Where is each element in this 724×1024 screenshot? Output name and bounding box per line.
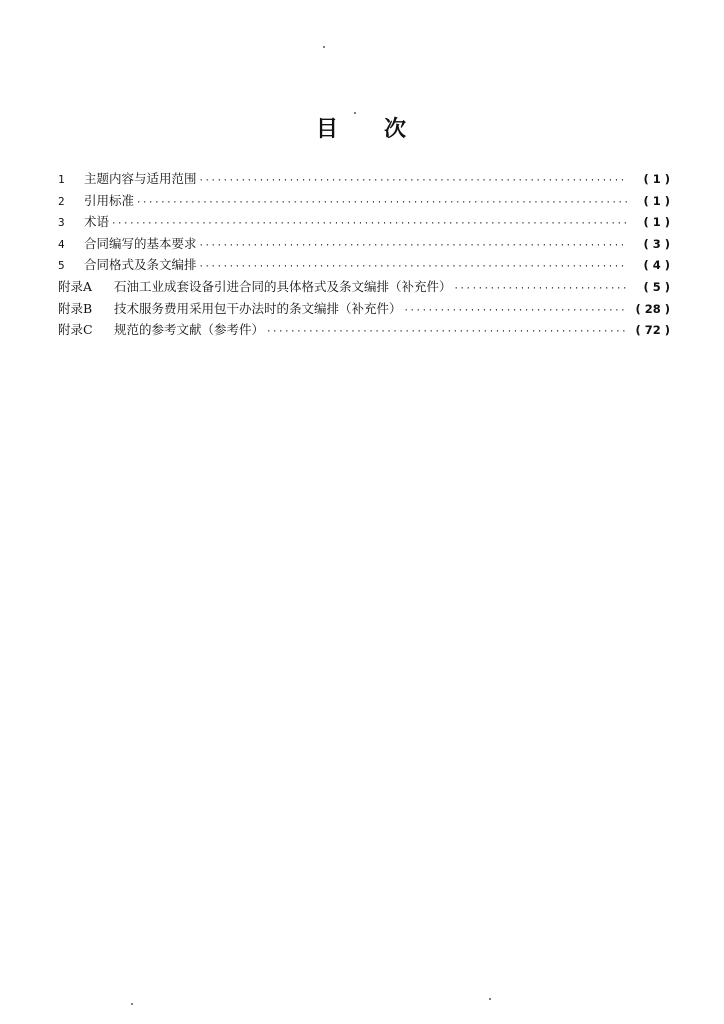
toc-page: ( 3 ): [643, 236, 670, 251]
toc-entry-appendix-c[interactable]: [58, 319, 670, 341]
toc-page: ( 5 ): [643, 279, 670, 294]
toc-number: 3: [58, 216, 65, 230]
page-title: [0, 112, 724, 143]
toc-title: 术语: [84, 214, 110, 230]
toc-entry-3[interactable]: [58, 211, 670, 233]
toc-page: ( 72 ): [635, 323, 670, 338]
title-char-1: 目: [315, 117, 340, 142]
scan-speck: [489, 998, 491, 1000]
toc-title: 合同编写的基本要求: [84, 235, 197, 251]
toc-title: 引用标准: [84, 192, 135, 208]
toc-number: 附录C: [58, 322, 93, 338]
toc-entry-4[interactable]: [58, 233, 670, 255]
scan-speck: [354, 112, 356, 114]
dot-leader: [454, 279, 628, 301]
toc-title: 技术服务费用采用包干办法时的条文编排（补充件）: [114, 300, 402, 316]
table-of-contents: [58, 168, 670, 341]
toc-title: 规范的参考文献（参考件）: [114, 322, 265, 338]
toc-page: ( 1 ): [643, 172, 670, 186]
toc-page: ( 28 ): [635, 301, 670, 316]
toc-number: 附录A: [58, 278, 93, 294]
toc-title: 合同格式及条文编排: [84, 257, 197, 273]
scan-speck: [131, 1003, 133, 1005]
dot-leader: [266, 322, 628, 344]
toc-number: 4: [58, 237, 65, 251]
toc-entry-2[interactable]: [58, 190, 670, 212]
toc-number: 附录B: [58, 300, 93, 316]
toc-entry-appendix-b[interactable]: [58, 298, 670, 320]
toc-number: 5: [58, 259, 65, 273]
dot-leader: [404, 301, 628, 323]
toc-title: 主题内容与适用范围: [84, 171, 197, 186]
toc-number: 1: [58, 173, 65, 186]
dot-leader: [136, 193, 628, 215]
toc-page: ( 1 ): [643, 193, 670, 208]
toc-page: ( 1 ): [643, 215, 670, 230]
scan-speck: [323, 46, 325, 48]
toc-entry-appendix-a[interactable]: [58, 276, 670, 298]
dot-leader: [199, 236, 628, 258]
toc-entry-5[interactable]: [58, 254, 670, 276]
toc-page: ( 4 ): [643, 258, 670, 273]
dot-leader: [199, 171, 628, 193]
toc-entry-1[interactable]: [58, 168, 670, 190]
toc-number: 2: [58, 194, 65, 208]
title-char-2: 次: [384, 117, 409, 142]
toc-title: 石油工业成套设备引进合同的具体格式及条文编排（补充件）: [114, 278, 452, 294]
